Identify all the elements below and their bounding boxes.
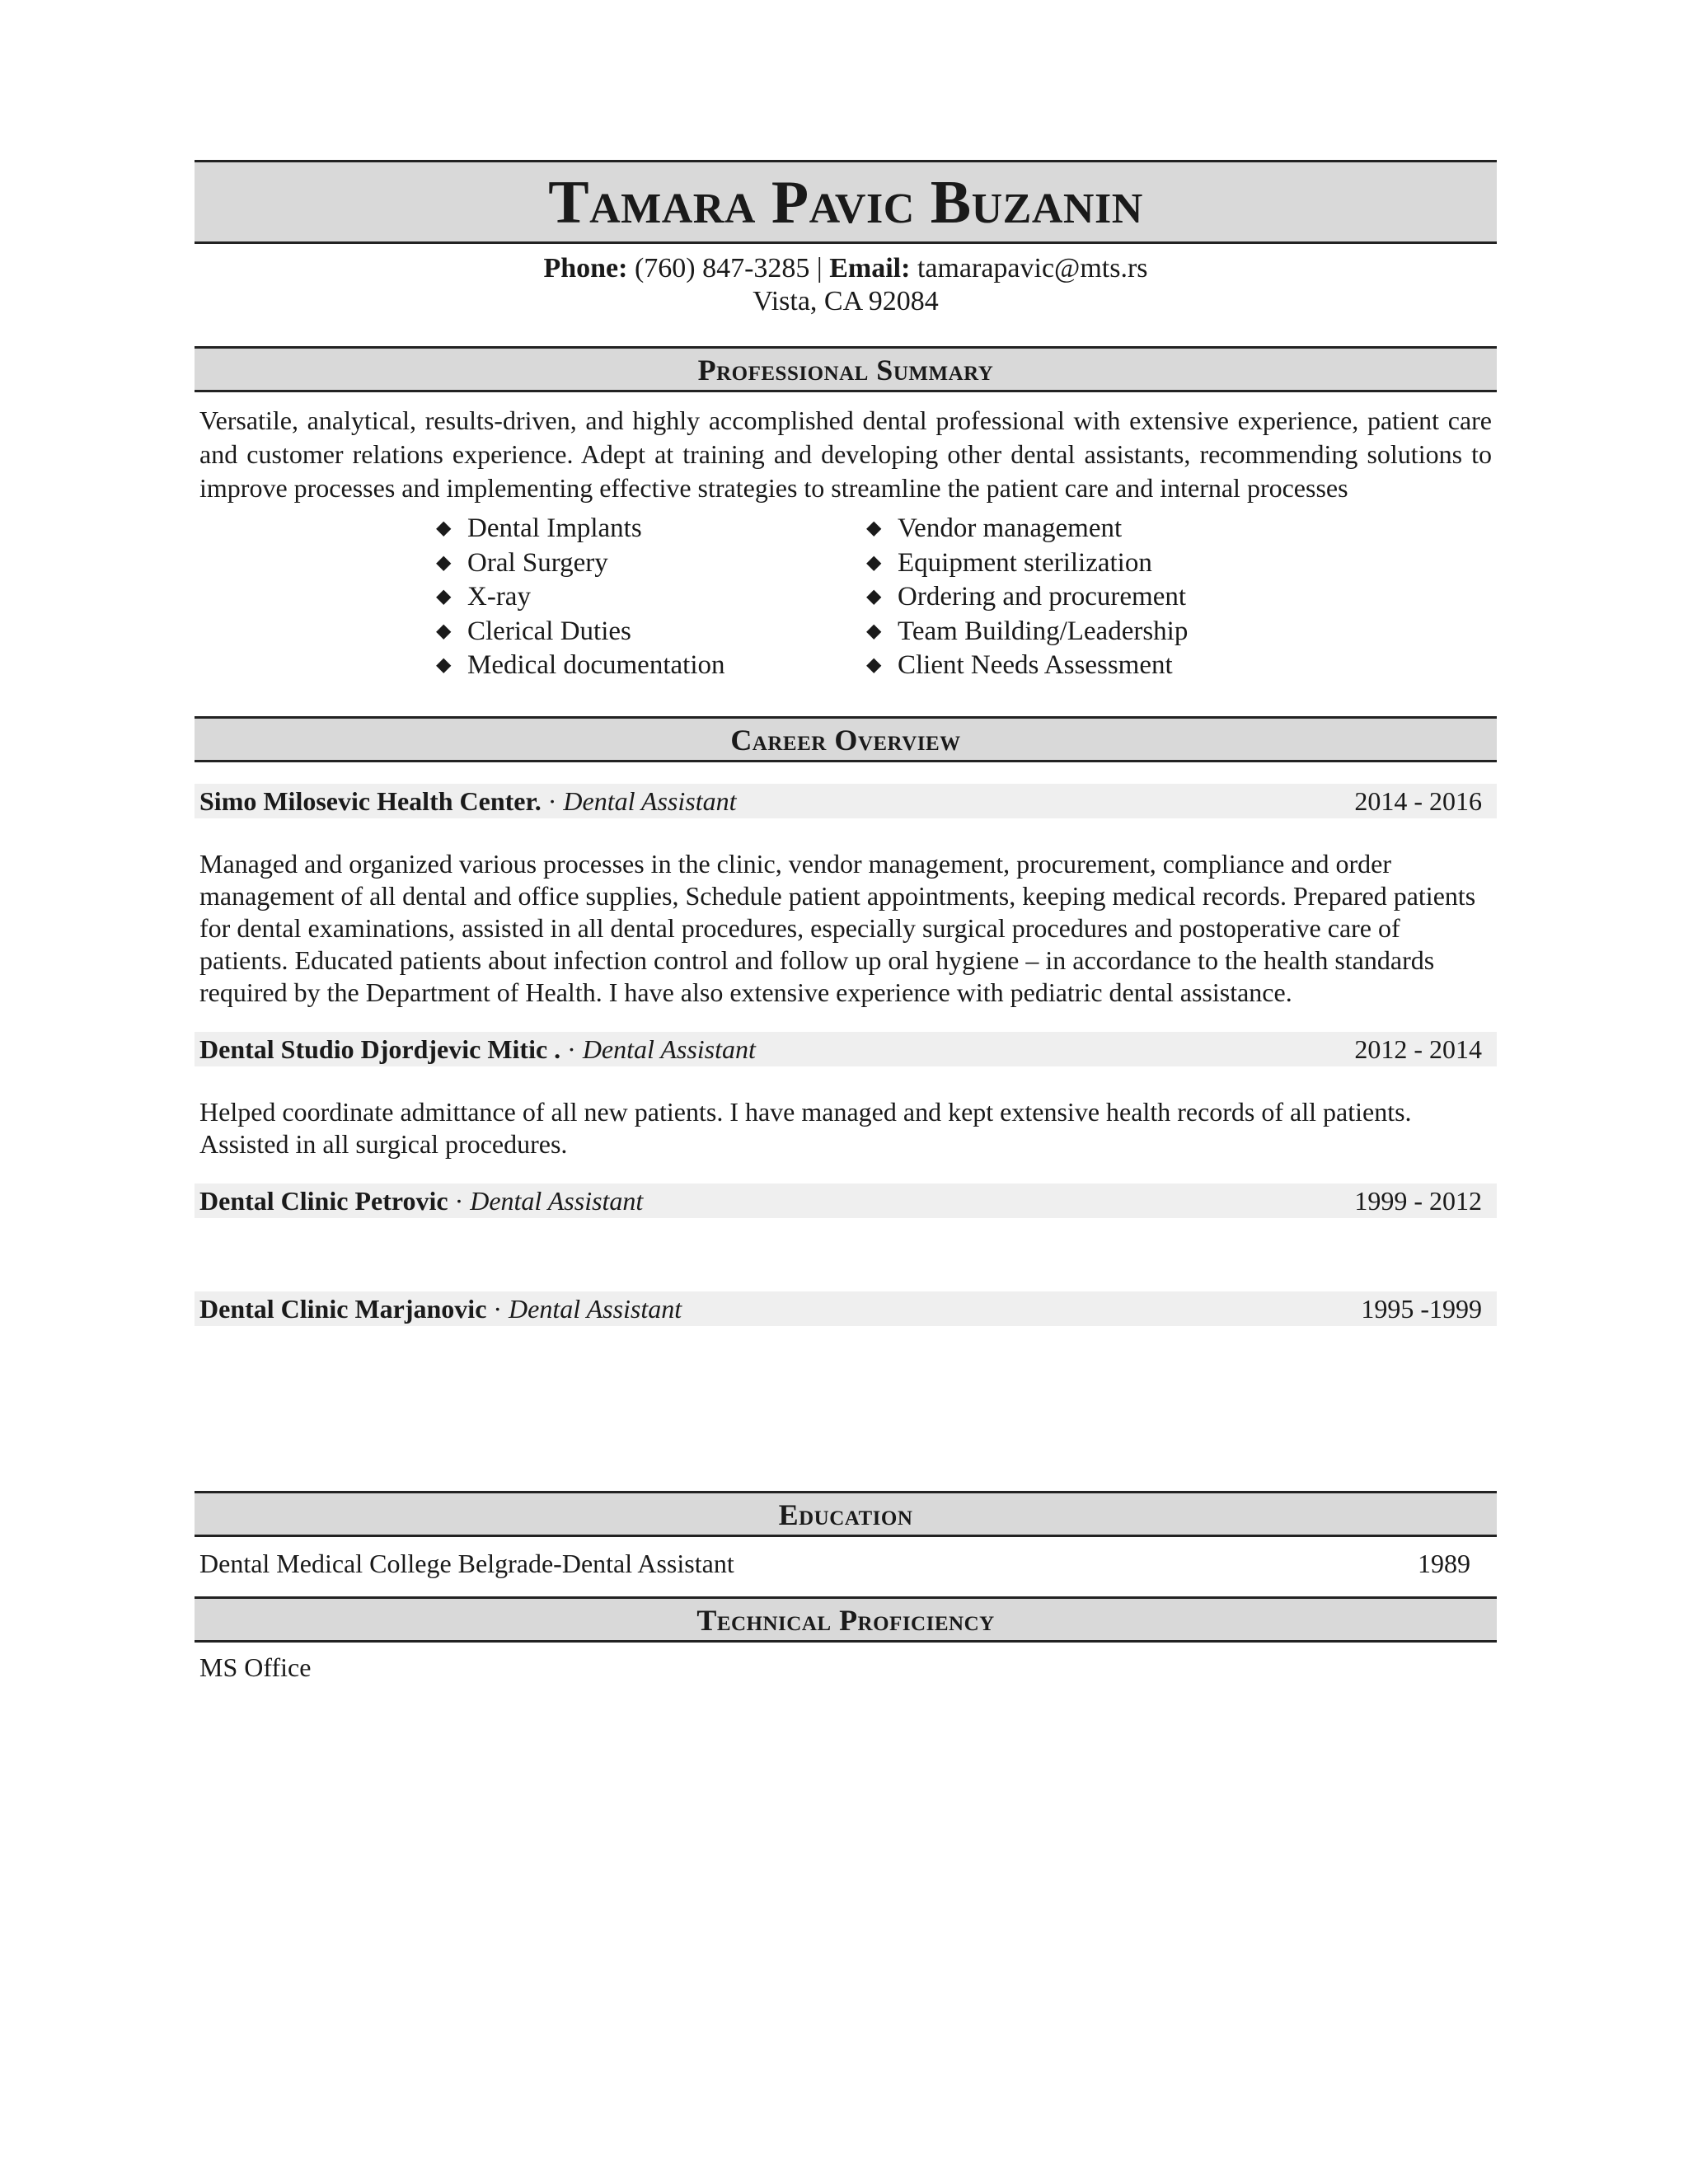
- diamond-bullet-icon: ◆: [866, 654, 882, 676]
- diamond-bullet-icon: ◆: [866, 620, 882, 642]
- skill-label: Medical documentation: [467, 650, 725, 680]
- job-description: Managed and organized various processes in the clinic, vendor management, procurement, compliance and order management of all dental and office supplies, Schedule patient appointments, keeping medical records. Prepared patients for dental examinations, assisted in all dental procedures, especially surgical procedures and postoperative care of patients. Educated patients about infection control and follow up oral hygiene – in accordance to the health standards required by the Department of Health. I have also extensive experience with pediatric dental assistance.: [199, 848, 1476, 1007]
- career-list: [195, 784, 1497, 1326]
- skill-item: [860, 546, 1188, 581]
- job-header-row: [195, 1291, 1497, 1326]
- skill-item: [860, 512, 1188, 546]
- diamond-bullet-icon: ◆: [436, 654, 452, 676]
- job-header-row: [195, 784, 1497, 818]
- job-company: Simo Milosevic Health Center.: [199, 785, 542, 816]
- education-heading: Education: [778, 1497, 913, 1531]
- diamond-bullet-icon: ◆: [866, 551, 882, 574]
- skill-label: Client Needs Assessment: [898, 650, 1173, 680]
- name-banner: [195, 160, 1497, 244]
- skill-label: X-ray: [467, 582, 531, 612]
- job-company: Dental Studio Djordjevic Mitic .: [199, 1033, 561, 1064]
- technical-entry: MS Office: [199, 1652, 312, 1682]
- skill-label: Team Building/Leadership: [898, 616, 1189, 646]
- skills-right-column: [860, 512, 1188, 683]
- job-title: Dental Assistant: [563, 785, 737, 816]
- job-header-row: [195, 1183, 1497, 1218]
- contact-info: [195, 252, 1497, 318]
- summary-heading: Professional Summary: [697, 354, 994, 387]
- skill-item: [429, 649, 860, 683]
- diamond-bullet-icon: ◆: [436, 586, 452, 607]
- summary-heading-bar: [195, 346, 1497, 392]
- job-company: Dental Clinic Marjanovic: [199, 1293, 487, 1324]
- job-dates: 2012 - 2014: [1354, 1033, 1482, 1064]
- technical-heading-bar: [195, 1596, 1497, 1643]
- technical-heading: Technical Proficiency: [696, 1603, 995, 1637]
- education-heading-bar: [195, 1491, 1497, 1537]
- skill-label: Equipment sterilization: [898, 547, 1152, 578]
- email-label: Email:: [829, 253, 911, 284]
- job-separator: ·: [493, 1293, 503, 1324]
- diamond-bullet-icon: ◆: [866, 518, 882, 539]
- candidate-name: Tamara Pavic Buzanin: [548, 169, 1143, 237]
- skill-label: Vendor management: [898, 513, 1123, 543]
- career-heading-bar: [195, 716, 1497, 762]
- job-spacer: [195, 1218, 1497, 1254]
- skill-item: [429, 580, 860, 615]
- summary-text: Versatile, analytical, results-driven, and highly accomplished dental professional with extensive experience, patient care and customer relations experience. Adept at training and developing other dental assistants, recommending solutions to improve processes and implementing effective strategies to streamline the patient care and internal processes: [199, 405, 1492, 503]
- diamond-bullet-icon: ◆: [866, 586, 882, 607]
- education-year: 1989: [1418, 1548, 1470, 1578]
- skill-item: [429, 546, 860, 581]
- skill-label: Dental Implants: [467, 513, 642, 543]
- job-header-row: [195, 1032, 1497, 1066]
- job-title: Dental Assistant: [470, 1185, 644, 1216]
- job-title: Dental Assistant: [509, 1293, 682, 1324]
- job-heading: [199, 1032, 756, 1066]
- career-heading: Career Overview: [730, 723, 961, 757]
- skill-item: [429, 512, 860, 546]
- job-dates: 1995 -1999: [1361, 1293, 1482, 1324]
- email-value[interactable]: tamarapavic@mts.rs: [917, 253, 1148, 284]
- skill-item: [860, 615, 1188, 649]
- job-heading: [199, 1183, 643, 1218]
- job-heading: [199, 784, 737, 818]
- job-separator: ·: [454, 1185, 464, 1216]
- job-title: Dental Assistant: [582, 1033, 756, 1064]
- diamond-bullet-icon: ◆: [436, 518, 452, 539]
- contact-separator: |: [816, 253, 823, 284]
- job-dates: 1999 - 2012: [1354, 1185, 1482, 1216]
- diamond-bullet-icon: ◆: [436, 620, 452, 642]
- job-separator: ·: [547, 785, 557, 816]
- job-heading: [199, 1291, 682, 1326]
- location: Vista, CA 92084: [753, 286, 939, 316]
- job-dates: 2014 - 2016: [1354, 785, 1482, 816]
- phone-value: (760) 847-3285: [634, 253, 810, 284]
- resume-page: [195, 160, 1497, 1684]
- skills-left-column: [429, 512, 860, 683]
- education-entry: [195, 1547, 1497, 1580]
- diamond-bullet-icon: ◆: [436, 551, 452, 574]
- skills-list: [195, 512, 1497, 683]
- job-separator: ·: [567, 1033, 576, 1064]
- education-school: Dental Medical College Belgrade-Dental Assistant: [199, 1548, 734, 1578]
- job-company: Dental Clinic Petrovic: [199, 1185, 448, 1216]
- skill-label: Clerical Duties: [467, 616, 631, 646]
- skill-item: [860, 649, 1188, 683]
- skill-item: [860, 580, 1188, 615]
- skill-label: Ordering and procurement: [898, 582, 1187, 612]
- job-description: Helped coordinate admittance of all new patients. I have managed and kept extensive health records of all patients. Assisted in all surgical procedures.: [199, 1096, 1412, 1159]
- skill-item: [429, 615, 860, 649]
- phone-label: Phone:: [543, 253, 628, 284]
- skill-label: Oral Surgery: [467, 547, 608, 578]
